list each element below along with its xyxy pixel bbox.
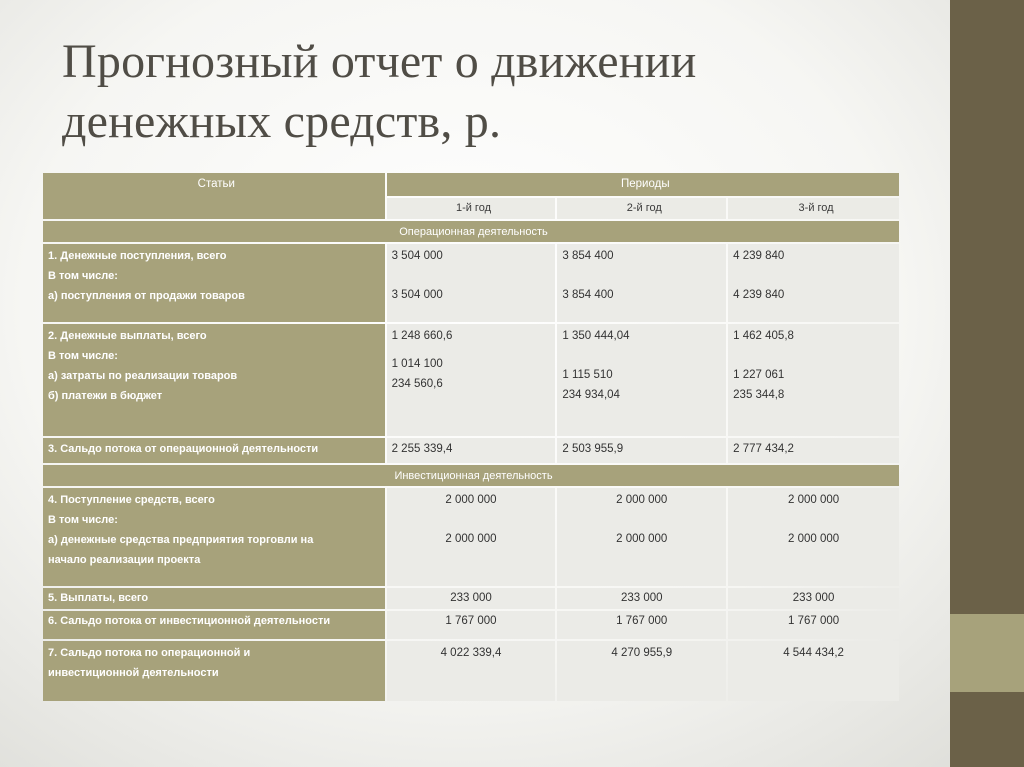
value: 2 000 000 xyxy=(787,533,840,545)
row-6-year-2: 1 767 000 xyxy=(557,611,726,639)
row-4-label-line: а) денежные средства предприятия торговли на xyxy=(48,534,314,546)
row-7-year-2: 4 270 955,9 xyxy=(557,641,726,701)
value: 3 504 000 xyxy=(391,250,443,262)
table-row xyxy=(43,588,899,609)
row-5-label: 5. Выплаты, всего xyxy=(43,588,385,609)
slide-title-line-2: денежных средств, р. xyxy=(62,95,502,148)
value: 2 000 000 xyxy=(787,494,840,506)
value: 3 854 400 xyxy=(562,250,614,262)
value: 2 000 000 xyxy=(445,494,497,506)
value: 3 854 400 xyxy=(562,289,614,301)
row-7-label-line: инвестиционной деятельности xyxy=(48,667,219,679)
row-3-year-2: 2 503 955,9 xyxy=(557,438,726,463)
value: 4 239 840 xyxy=(733,289,785,301)
row-7-year-3: 4 544 434,2 xyxy=(728,641,899,701)
row-1-year-3 xyxy=(728,244,899,322)
row-2-year-2 xyxy=(557,324,726,436)
table-row xyxy=(43,438,899,463)
value: 235 344,8 xyxy=(733,389,785,401)
header-items: Статьи xyxy=(43,173,385,219)
table-row xyxy=(43,611,899,639)
row-3-label: 3. Сальдо потока от операционной деятельности xyxy=(43,438,385,463)
row-4-label-line: В том числе: xyxy=(48,514,118,526)
row-7-year-1: 4 022 339,4 xyxy=(387,641,556,701)
row-1-year-1 xyxy=(387,244,556,322)
row-6-year-1: 1 767 000 xyxy=(387,611,556,639)
row-1-label-line: а) поступления от продажи товаров xyxy=(48,290,245,302)
table-row xyxy=(43,324,899,436)
value: 3 504 000 xyxy=(391,289,443,301)
slide-title-line-1: Прогнозный отчет о движении xyxy=(62,35,697,88)
table-row xyxy=(43,488,899,586)
row-4-label-line: начало реализации проекта xyxy=(48,554,201,566)
row-1-label-line: 1. Денежные поступления, всего xyxy=(48,250,227,262)
value: 2 000 000 xyxy=(445,533,497,545)
row-7-label-line: 7. Сальдо потока по операционной и xyxy=(48,647,251,659)
cash-flow-table xyxy=(41,171,901,703)
value: 1 115 510 xyxy=(562,369,613,381)
header-year-3: 3-й год xyxy=(728,198,899,219)
row-4-year-1 xyxy=(387,488,556,586)
row-4-label-line: 4. Поступление средств, всего xyxy=(48,494,215,506)
side-band-light xyxy=(950,614,1024,692)
row-2-label-line: а) затраты по реализации товаров xyxy=(48,370,238,382)
row-4-label xyxy=(43,488,385,586)
section-row-operating xyxy=(43,221,899,242)
row-2-label-line: В том числе: xyxy=(48,350,118,362)
row-2-label-line: б) платежи в бюджет xyxy=(48,390,163,402)
value: 2 000 000 xyxy=(616,494,668,506)
row-5-year-2: 233 000 xyxy=(557,588,726,609)
row-6-label: 6. Сальдо потока от инвестиционной деятельности xyxy=(43,611,385,639)
value: 4 239 840 xyxy=(733,250,785,262)
row-4-year-3 xyxy=(728,488,899,586)
slide-title xyxy=(62,32,922,152)
section-row-investing xyxy=(43,465,899,486)
value: 1 248 660,6 xyxy=(391,330,453,342)
value: 234 560,6 xyxy=(391,378,443,390)
value: 1 014 100 xyxy=(391,358,443,370)
header-year-2: 2-й год xyxy=(557,198,726,219)
value: 1 462 405,8 xyxy=(733,330,794,342)
value: 1 227 061 xyxy=(733,369,785,381)
table-row xyxy=(43,641,899,701)
row-7-label xyxy=(43,641,385,701)
row-5-year-1: 233 000 xyxy=(387,588,556,609)
row-1-label-line: В том числе: xyxy=(48,270,118,282)
header-periods: Периоды xyxy=(387,173,899,196)
row-6-year-3: 1 767 000 xyxy=(728,611,899,639)
row-3-year-3: 2 777 434,2 xyxy=(728,438,899,463)
row-2-label-line: 2. Денежные выплаты, всего xyxy=(48,330,207,342)
row-4-year-2 xyxy=(557,488,726,586)
value: 1 350 444,04 xyxy=(562,330,630,342)
row-3-year-1: 2 255 339,4 xyxy=(387,438,556,463)
value: 2 000 000 xyxy=(616,533,668,545)
value: 234 934,04 xyxy=(562,389,620,401)
row-1-year-2 xyxy=(557,244,726,322)
header-year-1: 1-й год xyxy=(387,198,556,219)
section-investing: Инвестиционная деятельность xyxy=(43,465,899,486)
row-2-label xyxy=(43,324,385,436)
section-operating: Операционная деятельность xyxy=(43,221,899,242)
row-2-year-3 xyxy=(728,324,899,436)
row-5-year-3: 233 000 xyxy=(728,588,899,609)
row-2-year-1 xyxy=(387,324,556,436)
row-1-label xyxy=(43,244,385,322)
header-row xyxy=(43,173,899,196)
table-row xyxy=(43,244,899,322)
